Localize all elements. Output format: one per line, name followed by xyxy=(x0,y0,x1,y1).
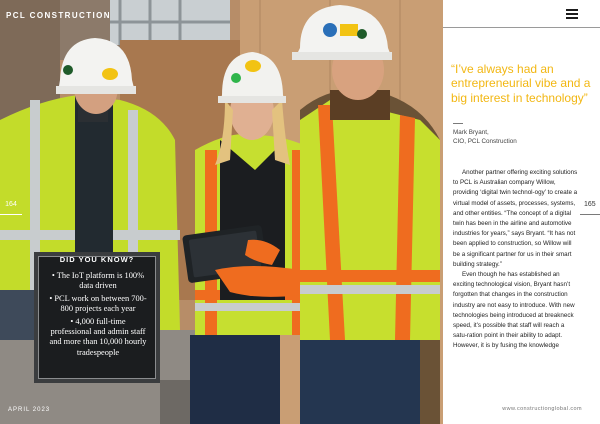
page-number-right: 165 xyxy=(584,201,596,208)
article-body xyxy=(453,168,579,352)
fact-item: • The IoT platform is 100% data driven xyxy=(51,271,145,291)
attribution-title: CIO, PCL Construction xyxy=(453,138,517,145)
attribution-name: Mark Bryant, xyxy=(453,129,489,136)
issue-date: APRIL 2023 xyxy=(8,407,51,413)
fact-item: • PCL work on between 700-800 projects each year xyxy=(49,293,147,314)
attribution-divider xyxy=(453,123,463,124)
pull-quote: “I’ve always had an entrepreneurial vibe and a big interest in technology” xyxy=(451,62,591,105)
did-you-know-list xyxy=(49,271,147,360)
website-link[interactable]: www.constructionglobal.com xyxy=(502,406,582,412)
page-marker-line xyxy=(580,214,600,215)
hamburger-menu-icon[interactable] xyxy=(566,9,578,19)
did-you-know-title: DID YOU KNOW? xyxy=(59,255,135,264)
brand-name: PCL CONSTRUCTION xyxy=(6,11,111,20)
did-you-know-box xyxy=(38,256,156,379)
header-divider xyxy=(443,27,600,28)
body-paragraph: Another partner offering exciting solutions to PCL is Australian company Willow, providing ‘digital twin technol-ogy’ to create a virtual model of assets, processes, systems, and other entities. “The concept of a digital twin has been in the airline and automotive industries for years,” says Bryant. “It has not been applied to construction, so Willow will be a significant partner for us in their smart building strategy.” xyxy=(453,169,578,268)
body-paragraph: Even though he has established an exciting technological vision, Bryant hasn’t forgotten that changes in the construction industry are not easy to introduce. With new technologies being introduced at breakneck speed, it’s possible that staff will reach a satu-ration point in their ability to adapt. However, it is by fusing the knowledge xyxy=(453,271,575,350)
fact-item: • 4,000 full-time professional and admin staff and more than 10,000 hourly tradespeople xyxy=(49,316,147,357)
page-number-left: 164 xyxy=(0,201,22,208)
quote-attribution xyxy=(453,128,517,146)
